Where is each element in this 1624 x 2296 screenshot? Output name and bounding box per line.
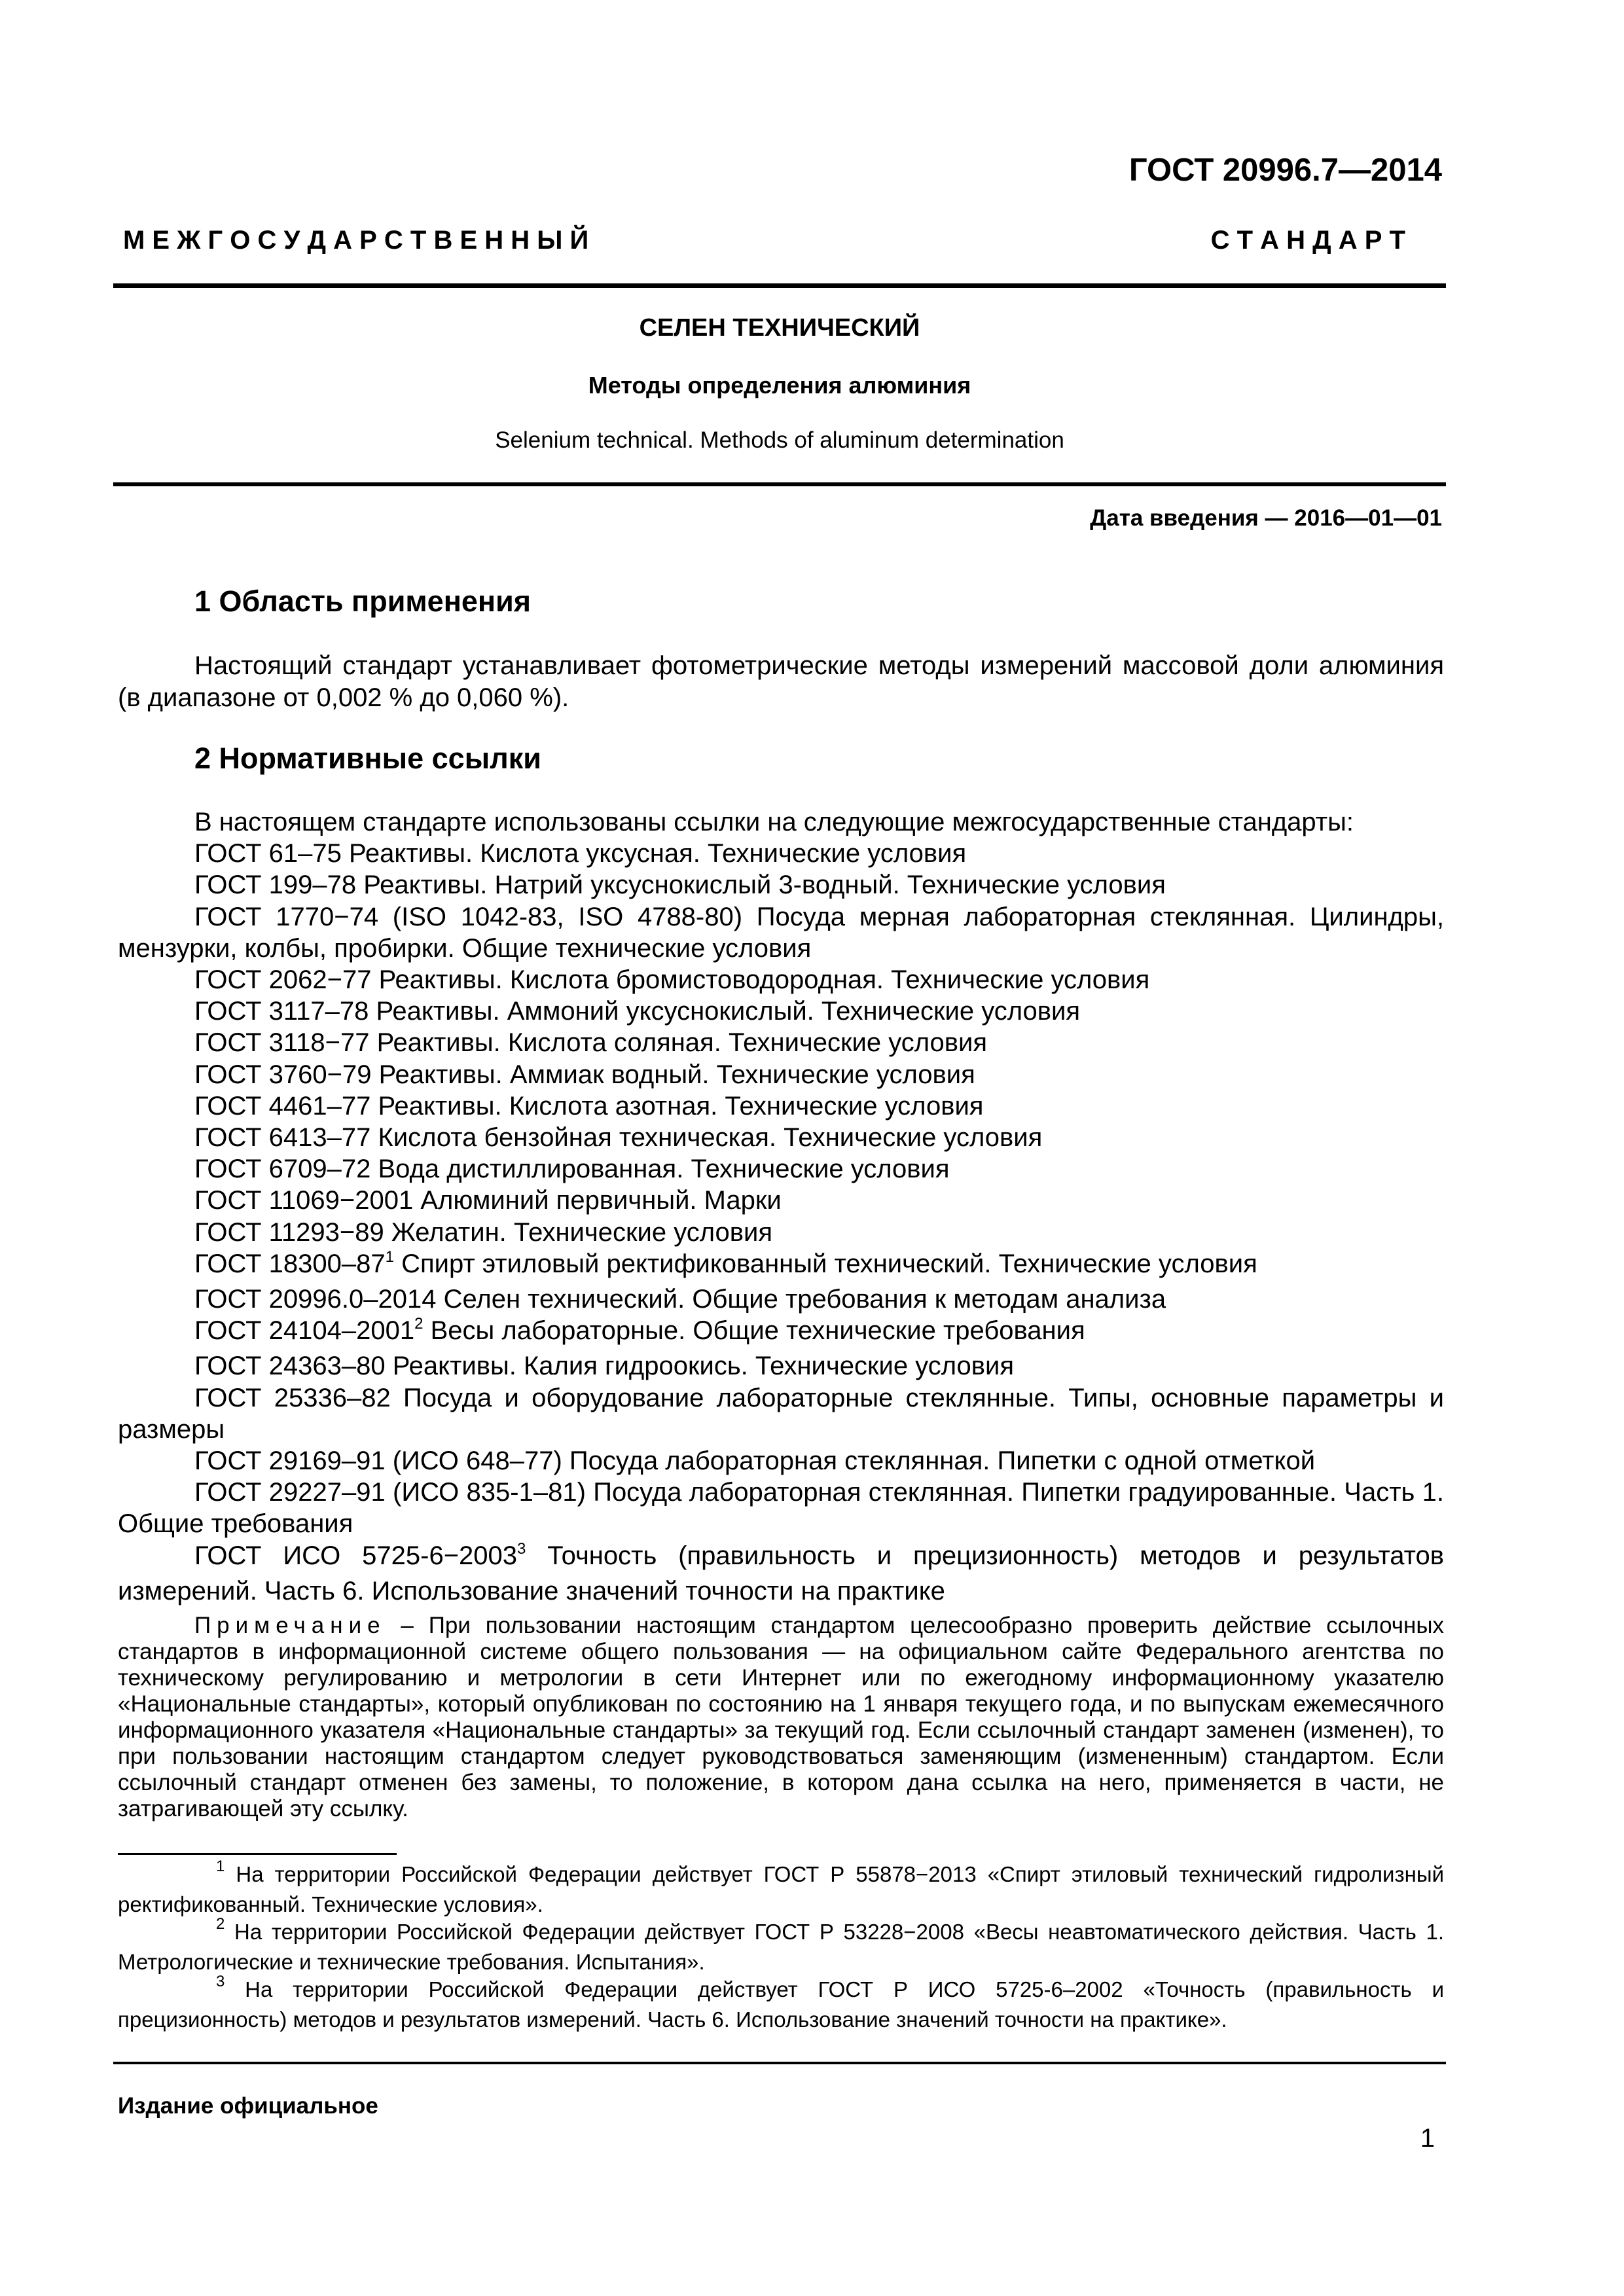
reference-item: ГОСТ 6709–72 Вода дистиллированная. Технические условия	[194, 1155, 950, 1184]
footnote-text: На территории Российской Федерации действует ГОСТ Р 55878−2013 «Спирт этиловый технический гидролизный ректификованный. Технические условия».	[118, 1862, 1444, 1916]
reference-item: ГОСТ 24363–80 Реактивы. Калия гидроокись. Технические условия	[194, 1352, 1015, 1381]
footnote-3	[118, 1973, 1444, 2034]
reference-item-gost-iso-5725	[118, 1540, 1444, 1607]
footnote-number: 1	[216, 1857, 225, 1875]
document-number: ГОСТ 20996.7—2014	[1128, 152, 1442, 188]
reference-item: ГОСТ 199–78 Реактивы. Натрий уксуснокислый 3-водный. Технические условия	[194, 870, 1166, 900]
reference-item: ГОСТ 29227–91 (ИСО 835-1–81) Посуда лабораторная стеклянная. Пипетки градуированные. Часть 1. Общие требования	[118, 1478, 1444, 1539]
reference-item: ГОСТ 2062−77 Реактивы. Кислота бромистоводородная. Технические условия	[194, 965, 1150, 995]
footnote-text: На территории Российской Федерации действует ГОСТ Р 53228−2008 «Весы неавтоматического действия. Часть 1. Метрологические и технические требования. Испытания».	[118, 1920, 1445, 1974]
note-text: – При пользовании настоящим стандартом целесообразно проверить действие ссылочных стандартов в информационной системе общего пользования — на официальном сайте Федерального агентства по техническому регулированию и метрологии в сети Интернет или по ежегодному информационному указателю «Национальные стандарты», который опубликован по состоянию на 1 января текущего года, и по выпускам ежемесячного информационного указателя «Национальные стандарты» за текущий год. Если ссылочный стандарт заменен (изменен), то при пользовании настоящим стандартом следует руководствоваться заменяющим (измененным) стандартом. Если ссылочный стандарт отменен без замены, то положение, в котором дана ссылка на него, применяется в части, не затрагивающей эту ссылку.	[118, 1613, 1444, 1821]
official-edition-label: Издание официальное	[118, 2093, 378, 2119]
footnote-mark-2: 2	[414, 1315, 424, 1333]
footnote-number: 2	[216, 1915, 225, 1933]
banner-word-interstate: М Е Ж Г О С У Д А Р С Т В Е Н Н Ы Й	[123, 226, 589, 255]
banner-word-standard: С Т А Н Д А Р Т	[1210, 226, 1405, 255]
reference-item-gost-18300	[118, 1248, 1444, 1283]
reference-item: ГОСТ 20996.0–2014 Селен технический. Общие требования к методам анализа	[194, 1285, 1166, 1314]
footnote-number: 3	[216, 1973, 225, 1990]
section-heading-scope: 1 Область применения	[194, 584, 532, 618]
reference-item: ГОСТ 3118−77 Реактивы. Кислота соляная. Технические условия	[194, 1028, 988, 1058]
document-subtitle: Методы определения алюминия	[588, 372, 971, 399]
reference-item: ГОСТ 61–75 Реактивы. Кислота уксусная. Технические условия	[194, 839, 967, 869]
reference-item: ГОСТ 25336–82 Посуда и оборудование лабораторные стеклянные. Типы, основные параметры и размеры	[118, 1383, 1444, 1444]
reference-item: ГОСТ 6413–77 Кислота бензойная техническая. Технические условия	[194, 1123, 1043, 1153]
scope-paragraph: Настоящий стандарт устанавливает фотометрические методы измерений массовой доли алюминия (в диапазоне от 0,002 % до 0,060 %).	[118, 651, 1444, 712]
reference-code: ГОСТ 24104–2001	[194, 1316, 415, 1346]
references-intro: В настоящем стандарте использованы ссылки на следующие межгосударственные стандарты:	[194, 808, 1354, 836]
reference-item-gost-24104	[118, 1315, 1444, 1350]
reference-code: ГОСТ ИСО 5725-6−2003	[194, 1541, 518, 1570]
english-title: Selenium technical. Methods of aluminum determination	[495, 427, 1064, 453]
footnote-1	[118, 1857, 1444, 1918]
interstate-standard-banner	[123, 226, 1405, 255]
reference-item: ГОСТ 4461–77 Реактивы. Кислота азотная. Технические условия	[194, 1091, 984, 1121]
header-divider	[113, 283, 1446, 288]
page-number: 1	[1420, 2124, 1435, 2153]
title-divider	[113, 482, 1446, 486]
reference-item: ГОСТ 1770−74 (ISO 1042-83, ISO 4788-80) Посуда мерная лабораторная стеклянная. Цилиндры, мензурки, колбы, пробирки. Общие технические условия	[118, 902, 1444, 963]
scope-section	[118, 650, 1444, 714]
footnote-separator	[118, 1853, 397, 1855]
references-note	[118, 1613, 1444, 1822]
effective-date: Дата введения — 2016—01—01	[1090, 505, 1442, 531]
reference-title: Спирт этиловый ректификованный технический. Технические условия	[393, 1249, 1257, 1278]
footnote-mark-1: 1	[385, 1247, 394, 1266]
reference-item: ГОСТ 29169–91 (ИСО 648–77) Посуда лабораторная стеклянная. Пипетки с одной отметкой	[194, 1446, 1316, 1476]
note-label: Примечание	[194, 1613, 386, 1638]
reference-item: ГОСТ 11293−89 Желатин. Технические условия	[194, 1217, 773, 1247]
reference-title: Точность (правильность и прецизионность) методов и результатов измерений. Часть 6. Использование значений точности на практике	[118, 1541, 1444, 1605]
reference-item: ГОСТ 3760−79 Реактивы. Аммиак водный. Технические условия	[194, 1060, 975, 1089]
reference-code: ГОСТ 18300–87	[194, 1249, 386, 1278]
footer-divider	[113, 2062, 1446, 2064]
reference-item: ГОСТ 11069−2001 Алюминий первичный. Марки	[194, 1186, 782, 1215]
footnote-text: На территории Российской Федерации действует ГОСТ Р ИСО 5725-6–2002 «Точность (правильность и прецизионность) методов и результатов измерений. Часть 6. Использование значений точности на практике».	[118, 1977, 1444, 2032]
section-heading-normative-references: 2 Нормативные ссылки	[194, 742, 541, 775]
footnote-2	[118, 1915, 1445, 1976]
reference-item: ГОСТ 3117–78 Реактивы. Аммоний уксуснокислый. Технические условия	[194, 997, 1081, 1026]
footnotes	[118, 1857, 1445, 2034]
reference-title: Весы лабораторные. Общие технические требования	[423, 1316, 1085, 1346]
normative-references-list	[118, 806, 1444, 1607]
document-title: СЕЛЕН ТЕХНИЧЕСКИЙ	[639, 314, 920, 342]
footnote-mark-3: 3	[517, 1539, 526, 1558]
